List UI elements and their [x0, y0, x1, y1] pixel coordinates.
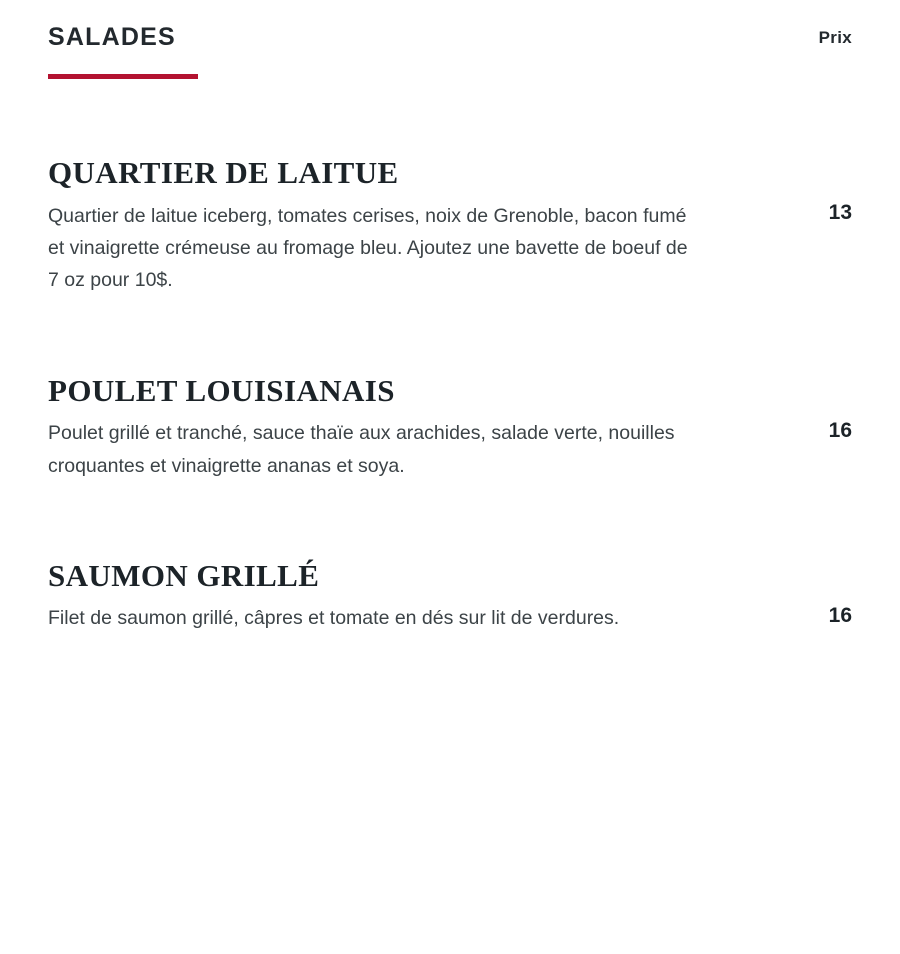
section-underline-rule: [48, 74, 198, 79]
menu-item-description: Poulet grillé et tranché, sauce thaïe aux arachides, salade verte, nouilles croquantes et vinaigrette ananas et soya.: [48, 422, 675, 477]
section-title-block: [48, 22, 198, 79]
price-column-header: Prix: [818, 28, 852, 47]
menu-item-text: [48, 372, 693, 482]
section-header: [48, 22, 852, 79]
section-title: SALADES: [48, 23, 176, 51]
menu-item-price: 16: [828, 418, 852, 442]
menu-item: [48, 557, 852, 635]
menu-item: [48, 372, 852, 482]
menu-item-text: [48, 157, 693, 297]
menu-item-description: Quartier de laitue iceberg, tomates cerises, noix de Grenoble, bacon fumé et vinaigrette crémeuse au fromage bleu. Ajoutez une bavette de boeuf de 7 oz pour 10$.: [48, 204, 688, 292]
menu-item-name: QUARTIER DE LAITUE: [48, 155, 399, 190]
menu-item-name: POULET LOUISIANAIS: [48, 372, 395, 408]
menu-item-name: SAUMON GRILLÉ: [48, 557, 320, 593]
menu-item-text: [48, 557, 620, 635]
menu-item-price: 13: [828, 201, 852, 224]
menu-item: [48, 157, 852, 297]
menu-items-list: [48, 157, 852, 635]
menu-item-price: 16: [828, 603, 852, 627]
menu-item-description: Filet de saumon grillé, câpres et tomate en dés sur lit de verdures.: [48, 607, 620, 630]
